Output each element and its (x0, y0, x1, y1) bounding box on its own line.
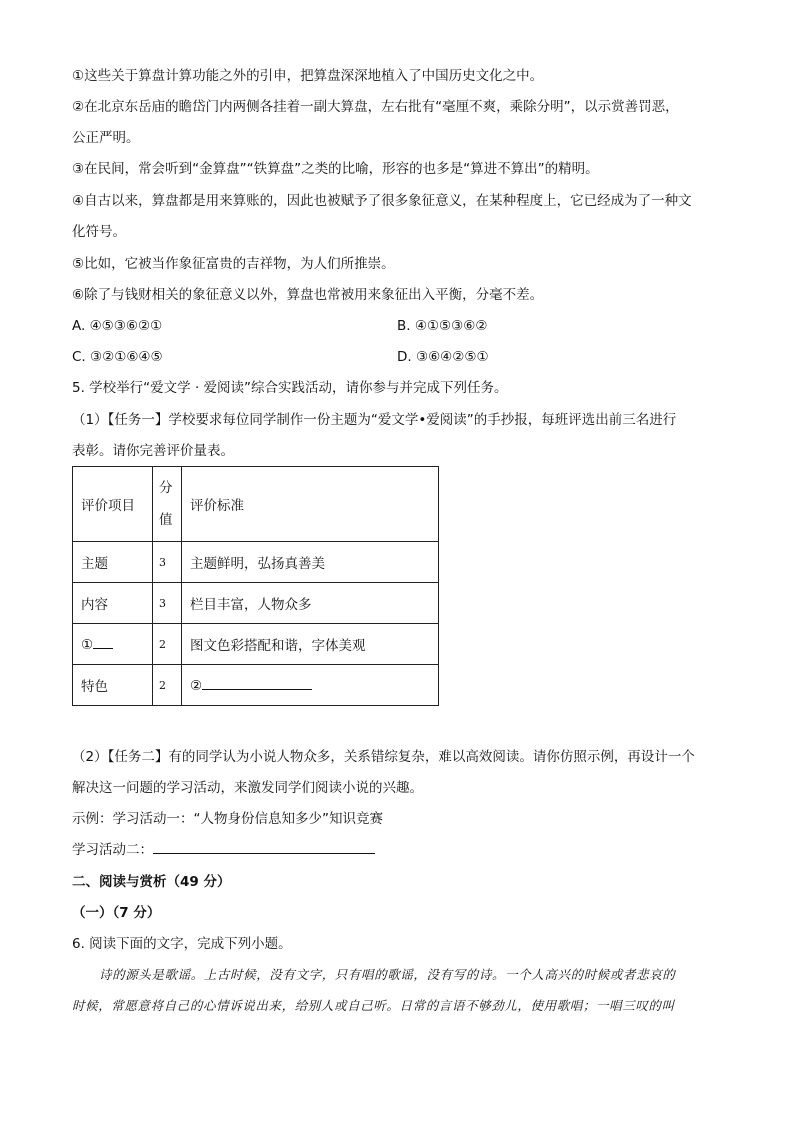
row-score: 2 (153, 665, 182, 706)
row-standard: 图文色彩搭配和谐，字体美观 (182, 624, 439, 665)
blank-1-line[interactable] (93, 636, 113, 649)
evaluation-table (72, 466, 439, 706)
activity-2-line (72, 841, 375, 859)
sentence-2: ②在北京东岳庙的瞻岱门内两侧各挂着一副大算盘，左右批有“毫厘不爽，乘除分明”，以示赏善罚恶， (72, 99, 679, 115)
header-score-1: 分 (159, 480, 173, 496)
option-c[interactable]: C. ③②①⑥④⑤ (72, 349, 163, 365)
example-text: 示例：学习活动一：“人物身份信息知多少”知识竞赛 (72, 811, 383, 827)
question-5-intro: 5. 学校举行“爱文学 · 爱阅读”综合实践活动，请你参与并完成下列任务。 (72, 380, 508, 396)
passage-line-1: 诗的源头是歌谣。上古时候，没有文字，只有唱的歌谣，没有写的诗。一个人高兴的时候或者悲哀的 (99, 967, 676, 982)
header-standard: 评价标准 (182, 467, 439, 542)
row-item: 特色 (73, 665, 153, 706)
row-score: 2 (153, 624, 182, 665)
table-header-row (73, 467, 439, 542)
row-item: 主题 (73, 542, 153, 583)
sentence-6: ⑥除了与钱财相关的象征意义以外，算盘也常被用来象征出入平衡，分毫不差。 (72, 287, 544, 303)
header-item: 评价项目 (73, 467, 153, 542)
sentence-1: ①这些关于算盘计算功能之外的引申，把算盘深深地植入了中国历史文化之中。 (72, 68, 544, 84)
task-2-text-cont: 解决这一问题的学习活动，来激发同学们阅读小说的兴趣。 (72, 780, 423, 796)
row-score: 3 (153, 542, 182, 583)
option-d[interactable]: D. ③⑥④②⑤① (397, 349, 489, 365)
row-item-blank[interactable] (73, 624, 153, 665)
option-b[interactable]: B. ④①⑤③⑥② (397, 318, 488, 334)
row-standard-blank[interactable] (182, 665, 439, 706)
sentence-3: ③在民间，常会听到“金算盘”“铁算盘”之类的比喻，形容的也多是“算进不算出”的精明。 (72, 161, 599, 177)
table-row (73, 542, 439, 583)
sentence-5: ⑤比如，它被当作象征富贵的吉祥物，为人们所推崇。 (72, 256, 395, 272)
option-a[interactable]: A. ④⑤③⑥②① (72, 318, 163, 334)
table-row (73, 583, 439, 624)
table-row (73, 624, 439, 665)
passage-line-2: 时候，常愿意将自己的心情诉说出来，给别人或自己听。日常的言语不够劲儿，使用歌唱；一唱三叹的叫 (72, 998, 675, 1013)
sentence-4: ④自古以来，算盘都是用来算账的，因此也被赋予了很多象征意义，在某种程度上，它已经成为了一种文 (72, 193, 692, 209)
header-score-2: 值 (159, 512, 173, 528)
part-1-title: （一）（7 分） (72, 905, 161, 921)
header-score (153, 467, 182, 542)
row-score: 3 (153, 583, 182, 624)
task-2-text: （2）【任务二】有的同学认为小说人物众多，关系错综复杂，难以高效阅读。请你仿照示例，再设计一个 (72, 749, 695, 765)
row-standard: 栏目丰富，人物众多 (182, 583, 439, 624)
row-item: 内容 (73, 583, 153, 624)
row-standard: 主题鲜明，弘扬真善美 (182, 542, 439, 583)
section-2-title: 二、阅读与赏析（49 分） (72, 874, 231, 890)
blank-2-line[interactable] (202, 677, 312, 690)
question-6-intro: 6. 阅读下面的文字，完成下列小题。 (72, 936, 292, 952)
task-1-text: （1）【任务一】学校要求每位同学制作一份主题为“爱文学•爱阅读”的手抄报，每班评选出前三名进行 (72, 412, 677, 428)
sentence-4-cont: 化符号。 (72, 224, 126, 240)
activity-2-label: 学习活动二： (72, 842, 153, 858)
blank-2-label: ② (190, 677, 203, 694)
table-row (73, 665, 439, 706)
activity-2-answer-blank[interactable] (153, 841, 375, 854)
sentence-2-cont: 公正严明。 (72, 130, 140, 146)
blank-1-label: ① (81, 636, 94, 653)
task-1-text-cont: 表彰。请你完善评价量表。 (72, 443, 234, 459)
